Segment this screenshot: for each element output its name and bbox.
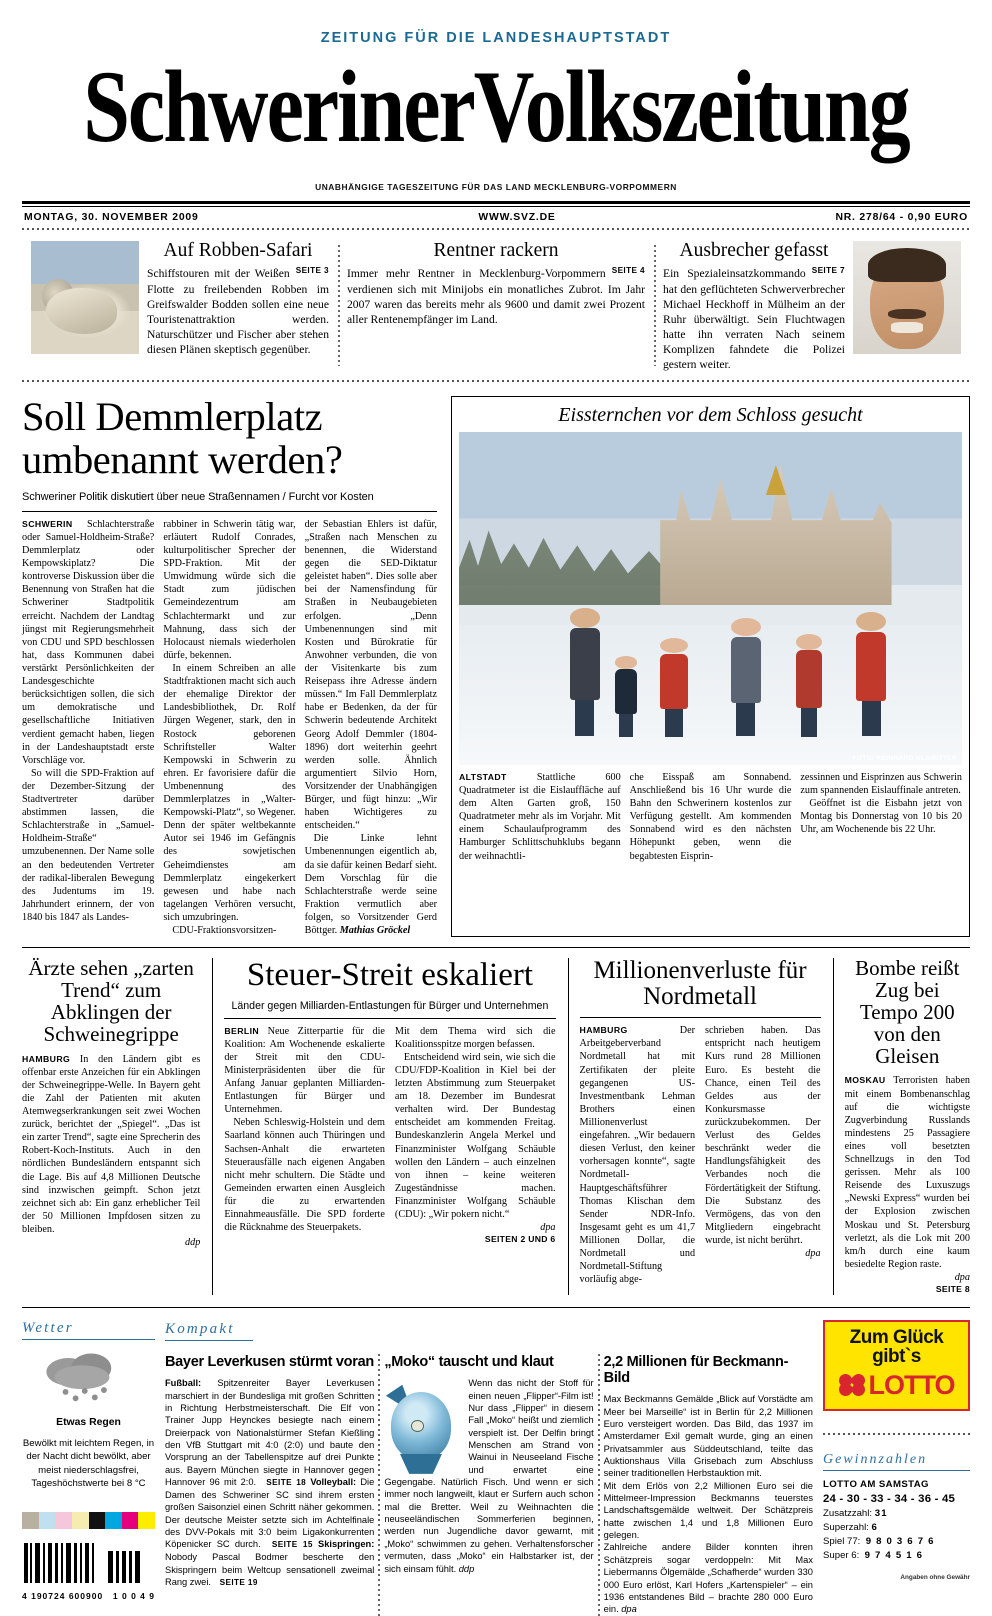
masthead-rule-thick <box>22 201 970 204</box>
mugshot-photo <box>853 241 961 354</box>
photo-story-title: Eissternchen vor dem Schloss gesucht <box>558 403 863 426</box>
caption-column-2: che Eisspaß am Sonnabend. Anschließend bis 16 Uhr wurde die Bahn den Schwerinern kostenlos zur Verfügung gestellt. Am kommenden Sonnabend wird es den nächsten Höhepunkt geben, wenn die begabtesten Eisprin- <box>629 771 792 862</box>
lotto-dotted-divider <box>823 1433 970 1435</box>
kompakt-headline: 2,2 Millionen für Beckmann-Bild <box>603 1354 789 1387</box>
kompakt-box <box>165 1320 813 1615</box>
lotto-extra-row: Spiel 77: 9 8 0 3 6 7 6 <box>823 1536 935 1548</box>
teaser-ausbrecher-gefasst[interactable] <box>654 241 970 372</box>
article-column-2: schrieben haben. Das entspricht nach heutigem Kurs rund 28 Millionen Euro. Es besteht die Chance, einen Teil des Geldes aus der Konkursmasse zurückzubekommen. Der Verlust des Geldes beschränkt weder die Handlungsfähigkeit des Verbandes noch die Fördertätigkeit der Stiftung. Die Substanz des Vermögens, das von den Mitgliedern eingebracht wurde, ist nicht berührt. dpa <box>705 1025 821 1260</box>
kompakt-item-beckmann[interactable] <box>604 1354 813 1615</box>
lead-hairline <box>22 511 437 512</box>
caption-column-3: zessinnen und Eisprinzen aus Schwerin zum spannenden Eislauffinale antreten. Geöffnet ist die Eisbahn jetzt von Montag bis Donnerstag von 10 bis 20 Uhr, am Wochenende bis 22 Uhr. <box>800 771 963 836</box>
article-byline: Mathias Gröckel <box>339 925 411 937</box>
kompakt-text: Max Beckmanns Gemälde „Blick auf Vorstädte am Meer bei Marseille“ ist in Berlin für 2,2 Millionen Euro versteigert worden. Das Bild, das 1937 im Amsterdamer Exil gemalt wurde, ging an einen Privatsammler aus Süddeutschland, teilte das Auktionshaus Villa Grisebach zum Abschluss seiner traditionellen Herbstauktion mit. <box>603 1394 813 1479</box>
photo-credit: FOTO: REINHARD KLAWITTER <box>852 754 957 762</box>
lead-section <box>22 382 970 937</box>
article-subheadline: Länder gegen Milliarden-Entlastungen für Bürger und Unternehmen <box>231 999 549 1012</box>
page-reference[interactable]: SEITE 3 <box>295 266 329 276</box>
article-headline: Millionenverluste für Nordmetall <box>593 957 807 1011</box>
page-reference[interactable]: SEITE 8 <box>935 1284 970 1295</box>
dateline-location: HAMBURG <box>22 1053 71 1064</box>
dateline-location: SCHWERIN <box>22 518 73 529</box>
page-reference[interactable]: SEITE 15 <box>271 1540 313 1550</box>
dateline-location: BERLIN <box>224 1025 260 1036</box>
photo-story-box <box>451 396 970 937</box>
masthead-kicker: ZEITUNG FÜR DIE LANDESHAUPTSTADT <box>320 30 672 46</box>
lotto-brand-wordmark: LOTTO <box>868 1370 955 1401</box>
skater-figure <box>796 634 822 738</box>
newspaper-title: SchwerinerVolkszeitung <box>83 50 909 165</box>
article-bombe-zug[interactable] <box>833 958 970 1295</box>
article-column-1: HAMBURG Der Arbeitgeberverband Nordmetall hat mit Zertifikaten der pleite gegangenen US-Investmentbank Lehman Brothers einen Millionenverlust eingefahren. „Wir bedauern diesen Verlust, den keiner vorhersagen konnte“, sagte Nordmetall-Hauptgeschäftsführer Thomas Klischan dem Sender NDR-Info. Insgesamt geht es um 41,7 Millionen Dollar, die Nordmetall und Nordmetall-Stiftung vorläufig abge- <box>579 1025 696 1286</box>
news-agency: ddp <box>185 1237 201 1249</box>
page-reference[interactable]: SEITE 4 <box>611 266 645 276</box>
lotto-slogan-line2: gibt`s <box>872 1346 921 1368</box>
teaser-robben-safari[interactable] <box>22 241 338 372</box>
kompakt-item-moko[interactable] <box>384 1354 593 1615</box>
masthead <box>22 0 970 230</box>
kompakt-section-title: Kompakt <box>165 1321 253 1341</box>
dateline-location: HAMBURG <box>579 1025 628 1036</box>
dateline-location: MOSKAU <box>844 1075 886 1086</box>
weather-forecast-text: Bewölkt mit leichtem Regen, in der Nacht dicht bewölkt, aber meist niederschlagsfrei, Tageshöchstwerte bei 8 °C <box>22 1438 155 1489</box>
lead-article <box>22 393 437 937</box>
lead-paragraph: CDU-Fraktionsvorsitzen- <box>172 925 277 937</box>
teaser-text: SEITE 4 Immer mehr Rentner in Mecklenburg-Vorpommern verdienen sich mit Minijobs ein monatliches Zubrot. Im Jahr 2007 waren das bereits mehr als 9600 und damit zwei Prozent aller Rentenempfänger im Land. <box>347 266 645 326</box>
lead-columns <box>22 518 437 938</box>
issue-code: 1 0 0 4 9 <box>112 1591 155 1602</box>
skater-figure <box>731 618 761 738</box>
lead-paragraph: So will die SPD-Fraktion auf der Dezember-Sitzung der Stadtvertreter darüber abstimmen lassen, die Schlachterstraße in „Samuel-Holdheim-Straße“ umzubenennen. Der Name solle an den bedeutenden Vertreter der radikal-liberalen Bewegung des Judentums im 19. Jahrhundert erinnern, der von 1840 bis 1847 als Landes- <box>22 767 155 924</box>
gewinnzahlen-section-title: Gewinnzahlen <box>823 1452 970 1471</box>
skater-figure <box>570 608 600 738</box>
color-calibration-bar <box>22 1512 155 1529</box>
weather-box[interactable] <box>22 1320 155 1615</box>
article-headline: Steuer-Streit eskaliert <box>246 957 533 994</box>
weather-label: Etwas Regen <box>56 1417 121 1429</box>
lead-column-1: SCHWERIN Schlachterstraße oder Samuel-Holdheim-Straße? Demmlerplatz oder Kempowskiplatz? Die kontroverse Diskussion über die Benennung von Straßen hat die Schweriner Stadtpolitik erreicht. Nachdem der Landtag jüngst mit Regierungsmehrheit von CDU und SPD beschlossen hat, dass Kommunen dabei verstärkt Persönlichkeiten der Landesgeschichte berücksichtigen sollen, die sich um demokratische und gesellschaftliche Initiativen verdient gemacht haben, liegen in der Landeshauptstadt erste Vorschläge vor. So will die SPD-Fraktion auf der Dezember-Sitzung der Stadtvertreter darüber abstimmen lassen, die Schlachterstraße in „Samuel-Holdheim-Straße“ umzubenennen. Der Name solle an den bedeutenden Vertreter der radikal-liberalen Bewegung des Judentums im 19. Jahrhundert erinnern, der von 1840 bis 1847 als Landes- <box>22 518 155 924</box>
lead-column-2 <box>163 518 295 938</box>
teaser-text: SEITE 7 Ein Spezialeinsatzkommando hat den geflüchteten Schwerverbrecher Michael Heckhoff in Mülheim an der Ruhr überwältigt. Sein Fluchtwagen hatte ihn verraten Nach seinem Komplizen fahndete die Polizei gestern weiter. <box>663 266 845 371</box>
teaser-title: Auf Robben-Safari <box>163 240 313 261</box>
lead-paragraph-final: Die Linke lehnt Umbenennungen eigentlich ab, da sie dafür keinen Bedarf sieht. Dem Vorschlag für die Schlachterstraße werde seine Fraktion vermutlich aber folgen, so Vorsitzender Gerd Böttger. Mathias Gröckel <box>304 833 437 937</box>
lead-headline: Soll Demmlerplatz umbenannt werden? <box>22 393 343 482</box>
lead-paragraph: In einem Schreiben an alle Stadtfraktionen macht sich auch der ehemalige Direktor der Landesbibliothek, Dr. Rolf Jürgen Wegener, stark, den in Rostock geborenen Schriftsteller Walter Kempowski in Schwerin zu ehren. Er favorisiere dafür die Umbenennung des Demmlerplatzes in „Walter-Kempowski-Platz“, so Wegener. Denn der später weltbekannte Autor sei 1946 im Gefängnis des sowjetischen Geheimdienstes am Demmlerplatz eingekerkert gewesen und habe nach tagelangen Verhören versucht, sich umzubringen. <box>163 662 296 924</box>
lotto-winning-numbers: 24 - 30 - 33 - 34 - 36 - 45 <box>823 1493 956 1506</box>
barcode-number: 4 190724 600900 <box>22 1591 104 1602</box>
treeline-shape <box>459 512 670 605</box>
article-nordmetall[interactable] <box>568 958 821 1295</box>
page-reference[interactable]: SEITE 18 <box>266 1478 307 1488</box>
lead-column-3 <box>305 518 437 938</box>
teaser-rentner-rackern[interactable] <box>338 241 654 372</box>
teaser-title: Rentner rackern <box>433 240 559 261</box>
barcode <box>22 1537 155 1589</box>
skater-figure <box>615 656 637 738</box>
lotto-draw-label: LOTTO AM SAMSTAG <box>823 1479 929 1491</box>
caption-location: ALTSTADT <box>459 771 507 782</box>
lotto-advertisement[interactable] <box>823 1320 970 1411</box>
article-body: HAMBURG In den Ländern gibt es offenbar erste Anzeichen für ein Abklingen der Schweinegrippe-Welle. In Bayern geht die Zahl der Patienten mit akuten Atemwegserkrankungen seit zwei Wochen zurück, berichtet der „Spiegel“. „Das ist ein zarter Trend“, sagte eine Sprecherin des Robert-Koch-Instituts. Auch in den nördlichen Bundesländern entspannt sich die Lage. Bis auf 4,8 Millionen Deutsche sind inzwischen geimpft. Schon jetzt zeichnet sich ab: Ein ganz erheblicher Teil der 50 Millionen Impfdosen sitzen zu bleiben. ddp <box>22 1053 201 1249</box>
lotto-disclaimer: Angaben ohne Gewähr <box>900 1574 970 1582</box>
ice-rink-photo <box>459 432 962 765</box>
news-agency: dpa <box>805 1248 821 1260</box>
kompakt-text: Wenn das nicht der Stoff für einen neuen „Flipper“-Film ist! Nur dass „Flipper“ in diesem Fall „Moko“ heißt und ziemlich verspielt ist. Der Delfin bringt Menschen am Strand von Wainui in Neuseeland Fische und erwartet eine Gegengabe. Natürlich Fisch. Und wenn er sich immer noch langweilt, klaut er Surfern auch schon mal die Bretter. Weil zu Weihnachten die neuseeländischen Sommerferien beginnen, werden nun Jugendliche davor gewarnt, mit „Moko“ schwimmen zu gehen. Verhaltensforscher vermuten, dass „Moko“ ein Halbstarker ist, der sich einsam fühlt. ddp <box>384 1378 594 1574</box>
teaser-strip <box>22 230 970 372</box>
lotto-extra-row: Superzahl: 6 <box>823 1522 879 1534</box>
masthead-subtitle: UNABHÄNGIGE TAGESZEITUNG FÜR DAS LAND MECKLENBURG-VORPOMMERN <box>315 182 677 192</box>
ice-surface <box>459 625 962 765</box>
article-steuer-streit[interactable] <box>212 958 555 1295</box>
lotto-extra-row: Zusatzzahl: 31 <box>823 1508 888 1520</box>
second-tier-section <box>22 948 970 1295</box>
kompakt-headline: Bayer Leverkusen stürmt voran <box>165 1354 374 1371</box>
news-agency: dpa <box>954 1272 970 1284</box>
publication-date: MONTAG, 30. NOVEMBER 2009 <box>24 212 199 223</box>
lead-paragraph: rabbiner in Schwerin tätig war, erläutert Rudolf Conrades, kulturpolitischer Sprecher der SPD-Fraktion. Mit der Umwidmung würde sich die Stadt zum jüdischen Gemeindezentrum am Schlachtermarkt und zur Mahnung, dass sich der Holocaust niemals wiederholen dürfe, bekennen. <box>163 518 296 661</box>
kompakt-item-sport[interactable] <box>165 1354 374 1615</box>
photo-caption <box>459 765 962 863</box>
dateline-bar <box>22 207 970 228</box>
article-column-1: BERLIN Neue Zitterpartie für die Koalition: Am Wochenende eskalierte der Streit mit den CDU-Ministerpräsidenten über die für Anfang Januar geplanten Milliarden-Entlastungen für Bürger und Unternehmen. Neben Schleswig-Holstein und dem Saarland können auch Thüringen und Sachsen-Anhalt die erwarteten Steuerausfälle nach eigenen Angaben nicht mehr schultern. Die Städte und Gemeinden erwarten einen Ausgleich für die zu erwartenden Einnahmeausfälle. Die SPD forderte die Rücknahme des Steuerpakets. <box>224 1025 385 1234</box>
news-agency: dpa <box>540 1222 556 1234</box>
article-headline: Ärzte sehen „zarten Trend“ zum Abklingen der Schweinegrippe <box>28 956 194 1046</box>
lead-subheadline: Schweriner Politik diskutiert über neue Straßennamen / Furcht vor Kosten <box>22 490 374 503</box>
kompakt-headline: „Moko“ tauscht und klaut <box>384 1354 554 1371</box>
lotto-slogan-line1: Zum Glück <box>849 1327 944 1349</box>
weather-section-title: Wetter <box>22 1320 155 1340</box>
news-agency: ddp <box>458 1563 475 1574</box>
seal-photo <box>31 241 139 354</box>
issue-number-price: NR. 278/64 - 0,90 EURO <box>835 212 968 223</box>
sport-label-volleyball: Volleyball: <box>310 1477 357 1488</box>
page-reference[interactable]: SEITE 19 <box>219 1578 258 1588</box>
bottom-section <box>22 1308 970 1615</box>
dolphin-photo <box>384 1379 462 1471</box>
article-body: MOSKAU Terroristen haben mit einem Bombenanschlag auf die wichtigste Zugverbindung Russlands mindestens 25 Passagiere eines voll besetzten Schnellzugs in den Tod gerissen. Mehr als 100 Reisende des Luxuszugs „Newski Express“ wurden bei der Explosion zwischen Moskau und St. Petersburg verletzt, als die Lok mit 200 km/h durch eine kaum besiedelte Region raste. dpa SEITE 8 <box>844 1075 970 1295</box>
website-url[interactable]: WWW.SVZ.DE <box>478 212 556 223</box>
page-reference[interactable]: SEITEN 2 UND 6 <box>484 1234 556 1245</box>
article-hairline <box>224 1018 555 1019</box>
article-headline: Bombe reißt Zug bei Tempo 200 von den Gleisen <box>855 956 960 1068</box>
rain-cloud-icon <box>22 1348 155 1412</box>
mouth-shape <box>891 322 923 332</box>
kompakt-text: Mit dem Erlös von 2,2 Millionen Euro sei die Mittelmeer-Impression Beckmanns teuerstes Landschaftsgemälde weltweit. Der Schätzpreis hatte zwischen 1,4 und 1,8 Millionen Euro gelegen. <box>603 1480 813 1541</box>
kompakt-text: Zahlreiche andere Bilder konnten ihren Schätzpreis sogar verdoppeln: Mit Max Liebermanns Ölgemälde „Schafherde“ wurden 330 000 Euro erlöst, Karl Hofers „Kartenspieler“ – ein 1936 entstandenes Bild – brachte 280 000 Euro ein. dpa <box>603 1542 813 1615</box>
teaser-title: Ausbrecher gefasst <box>679 240 829 261</box>
clover-icon <box>839 1374 865 1398</box>
caption-column-1: ALTSTADT Stattliche 600 Quadratmeter ist die Eislauffläche auf dem Alten Garten groß, 150 Quadratmeter mehr als im Vorjahr. Mit einem Schaulaufprogramm des Hamburger Schlittschuhklubs begann der weihnachtli- <box>459 771 621 862</box>
skater-figure <box>660 638 688 738</box>
news-agency: dpa <box>621 1604 637 1615</box>
sport-label-skispringen: Skispringen: <box>318 1539 375 1550</box>
lotto-box[interactable] <box>823 1320 970 1615</box>
lotto-extra-row: Super 6: 9 7 4 5 1 6 <box>823 1550 924 1562</box>
article-schweinegrippe[interactable] <box>22 958 200 1295</box>
page-reference[interactable]: SEITE 7 <box>811 266 845 276</box>
moustache-shape <box>888 309 927 319</box>
skater-figure <box>856 612 886 738</box>
article-column-2: Mit dem Thema wird sich die Koalitionsspitze morgen befassen. Entscheidend wird sein, wie sich die CDU/FDP-Koalition in Kiel bei der letzten Abstimmung zum Steuerpaket am 18. Dezember im Bundesrat verhalten wird. Der Bundestag entscheidet am kommenden Freitag. Bundeskanzlerin Angela Merkel und Finanzminister Wolfgang Schäuble wollen den Ländern – auch einzelnen von ihnen – keine weiteren Zugeständnisse machen. Finanzminister Wolfgang Schäuble (CDU): „Wir pokern nicht.“ dpa SEITEN 2 UND 6 <box>394 1025 556 1245</box>
sport-label-fussball: Fußball: <box>165 1378 202 1389</box>
teaser-text: SEITE 3 Schiffstouren mit der Weißen Flotte zu freilebenden Robben im Greifswalder Bodden sollen eine neue Touristenattraktion werden. Naturschützer und Fischer aber stehen diesen Plänen skeptisch gegenüber. <box>147 266 329 356</box>
article-hairline <box>580 1017 821 1018</box>
kompakt-text: Fußball: Spitzenreiter Bayer Leverkusen marschiert in der Bundesliga mit großen Schritten in Richtung Herbstmeisterschaft. Die Elf von Trainer Jupp Heynckes besiegte nach einem Dreierpack von Nationalstürmer Stefan Kießling den VfB Stuttgart mit 4:0 (2:0) und baute den Vorsprung an der Tabellenspitze auf drei Punkte aus. Bayern München siegte in Hannover gegen Hannover 96 mit 2:0. SEITE 18 Volleyball: Die Damen des Schweriner SC sind ihrem ersten großen Saisonziel einen Schritt näher gekommen. Der deutsche Meister setzte sich im Achtelfinale des DVV-Pokals mit 3:0 beim Ligakonkurrenten Köpenicker SC durch. SEITE 15 Skispringen: Nobody Pascal Bodmer bescherte den Skispringern beim Weltcup sensationell zweimal Rang zwei. SEITE 19 <box>165 1378 375 1588</box>
lead-paragraph: der Sebastian Ehlers ist dafür, „Straßen nach Menschen zu benennen, die Widerstand gegen die SED-Diktatur geleistet haben“. Dies solle aber bei der Namensfindung für Straßen in Neubaugebieten erfolgen. „Denn Umbenennungen sind mit Kosten und Bürokratie für Anwohner verbunden, die von der Visitenkarte bis zum Reisepass ihre Adresse ändern müssen.“ Im Fall Demmlerplatz habe er Bedenken, da der für Schwerin bedeutende Architekt Georg Adolf Demmler (1804-1896) dort weiterhin geehrt werden solle. Ähnlich argumentiert Silvio Horn, Vorsitzender der Unabhängigen Bürger, und fügt hinzu: „Wir haben Wichtigeres zu entscheiden.“ <box>304 518 437 832</box>
